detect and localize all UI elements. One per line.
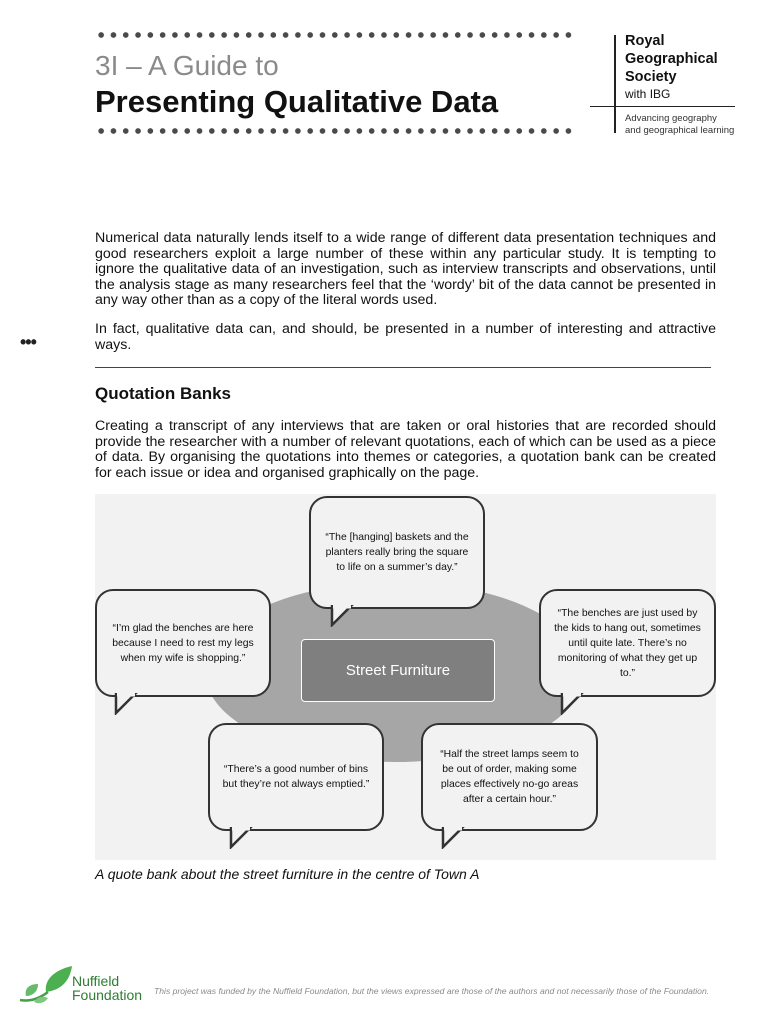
- page-title: Presenting Qualitative Data: [95, 84, 499, 119]
- document-subtitle: 3I – A Guide to: [95, 50, 279, 81]
- bubble-tail: [114, 693, 138, 715]
- logo-tagline-line: and geographical learning: [625, 125, 735, 136]
- top-dotted-rule: [95, 31, 575, 39]
- logo-with: with: [625, 87, 647, 101]
- section-body: Creating a transcript of any interviews that are taken or oral histories that are recorded should provide the researcher with a number of relevant quotations, each of which can be used as a piece of data. By organising the quotations into themes or categories, a quotation bank can be created for each issue or idea and organised graphically on the page.: [95, 418, 716, 481]
- logo-name-line: Society: [625, 69, 677, 85]
- quote-bubble: [539, 589, 716, 697]
- quote-bubble: [208, 723, 384, 831]
- nuffield-leaf-icon: [16, 962, 76, 1006]
- bubble-tail: [330, 605, 354, 627]
- logo-horizontal-line: [590, 106, 735, 107]
- logo-tagline-line: Advancing geography: [625, 113, 717, 124]
- funding-disclaimer: This project was funded by the Nuffield Foundation, but the views expressed are those of the authors and not necessarily those of the Foundation.: [154, 986, 710, 996]
- quote-text: “There’s a good number of bins but they’re not always emptied.”: [222, 764, 370, 790]
- logo-with-ibg: [625, 87, 670, 101]
- quote-bubble: [309, 496, 485, 609]
- section-heading: Quotation Banks: [95, 384, 232, 403]
- logo-name-line: Geographical: [625, 51, 718, 67]
- center-theme-box: Street Furniture: [301, 639, 495, 702]
- funder-name-line2: Foundation: [72, 987, 143, 1003]
- bubble-tail: [560, 693, 584, 715]
- bubble-tail: [441, 827, 465, 849]
- figure-caption: A quote bank about the street furniture in the centre of Town A: [95, 866, 480, 882]
- quote-text: “The [hanging] baskets and the planters really bring the square to life on a summer’s day.”: [325, 532, 469, 573]
- more-options-icon[interactable]: •••: [20, 332, 36, 352]
- quote-text: “I’m glad the benches are here because I need to rest my legs when my wife is shopping.”: [112, 622, 254, 664]
- quote-text: “Half the street lamps seem to be out of order, making some places effectively no-go areas after a certain hour.”: [440, 749, 579, 805]
- quote-bubble: [95, 589, 271, 697]
- intro-paragraph-2: In fact, qualitative data can, and should, be presented in a number of interesting and attractive ways.: [95, 321, 716, 353]
- logo-vertical-line: [614, 35, 616, 133]
- logo-name-line: Royal: [625, 33, 665, 49]
- quote-text: “The benches are just used by the kids to hang out, sometimes until quite late. There’s no monitoring of what they get up to.”: [554, 607, 701, 679]
- funder-name-line1: Nuffield: [72, 973, 120, 989]
- quote-bubble: [421, 723, 598, 831]
- section-divider: [95, 367, 711, 368]
- bubble-tail: [229, 827, 253, 849]
- bottom-dotted-rule: [95, 127, 575, 135]
- logo-ibg: IBG: [649, 87, 671, 101]
- intro-paragraph: Numerical data naturally lends itself to a wide range of different data presentation techniques and good researchers exploit a large number of these within any particular study. It is tempting to ignore the qualitative data of an investigation, such as interview transcripts and observations, until the analysis stage as many researchers feel that the ‘wordy’ bit of the data cannot be presented in any way other than as a copy of the literal words used.: [95, 230, 716, 309]
